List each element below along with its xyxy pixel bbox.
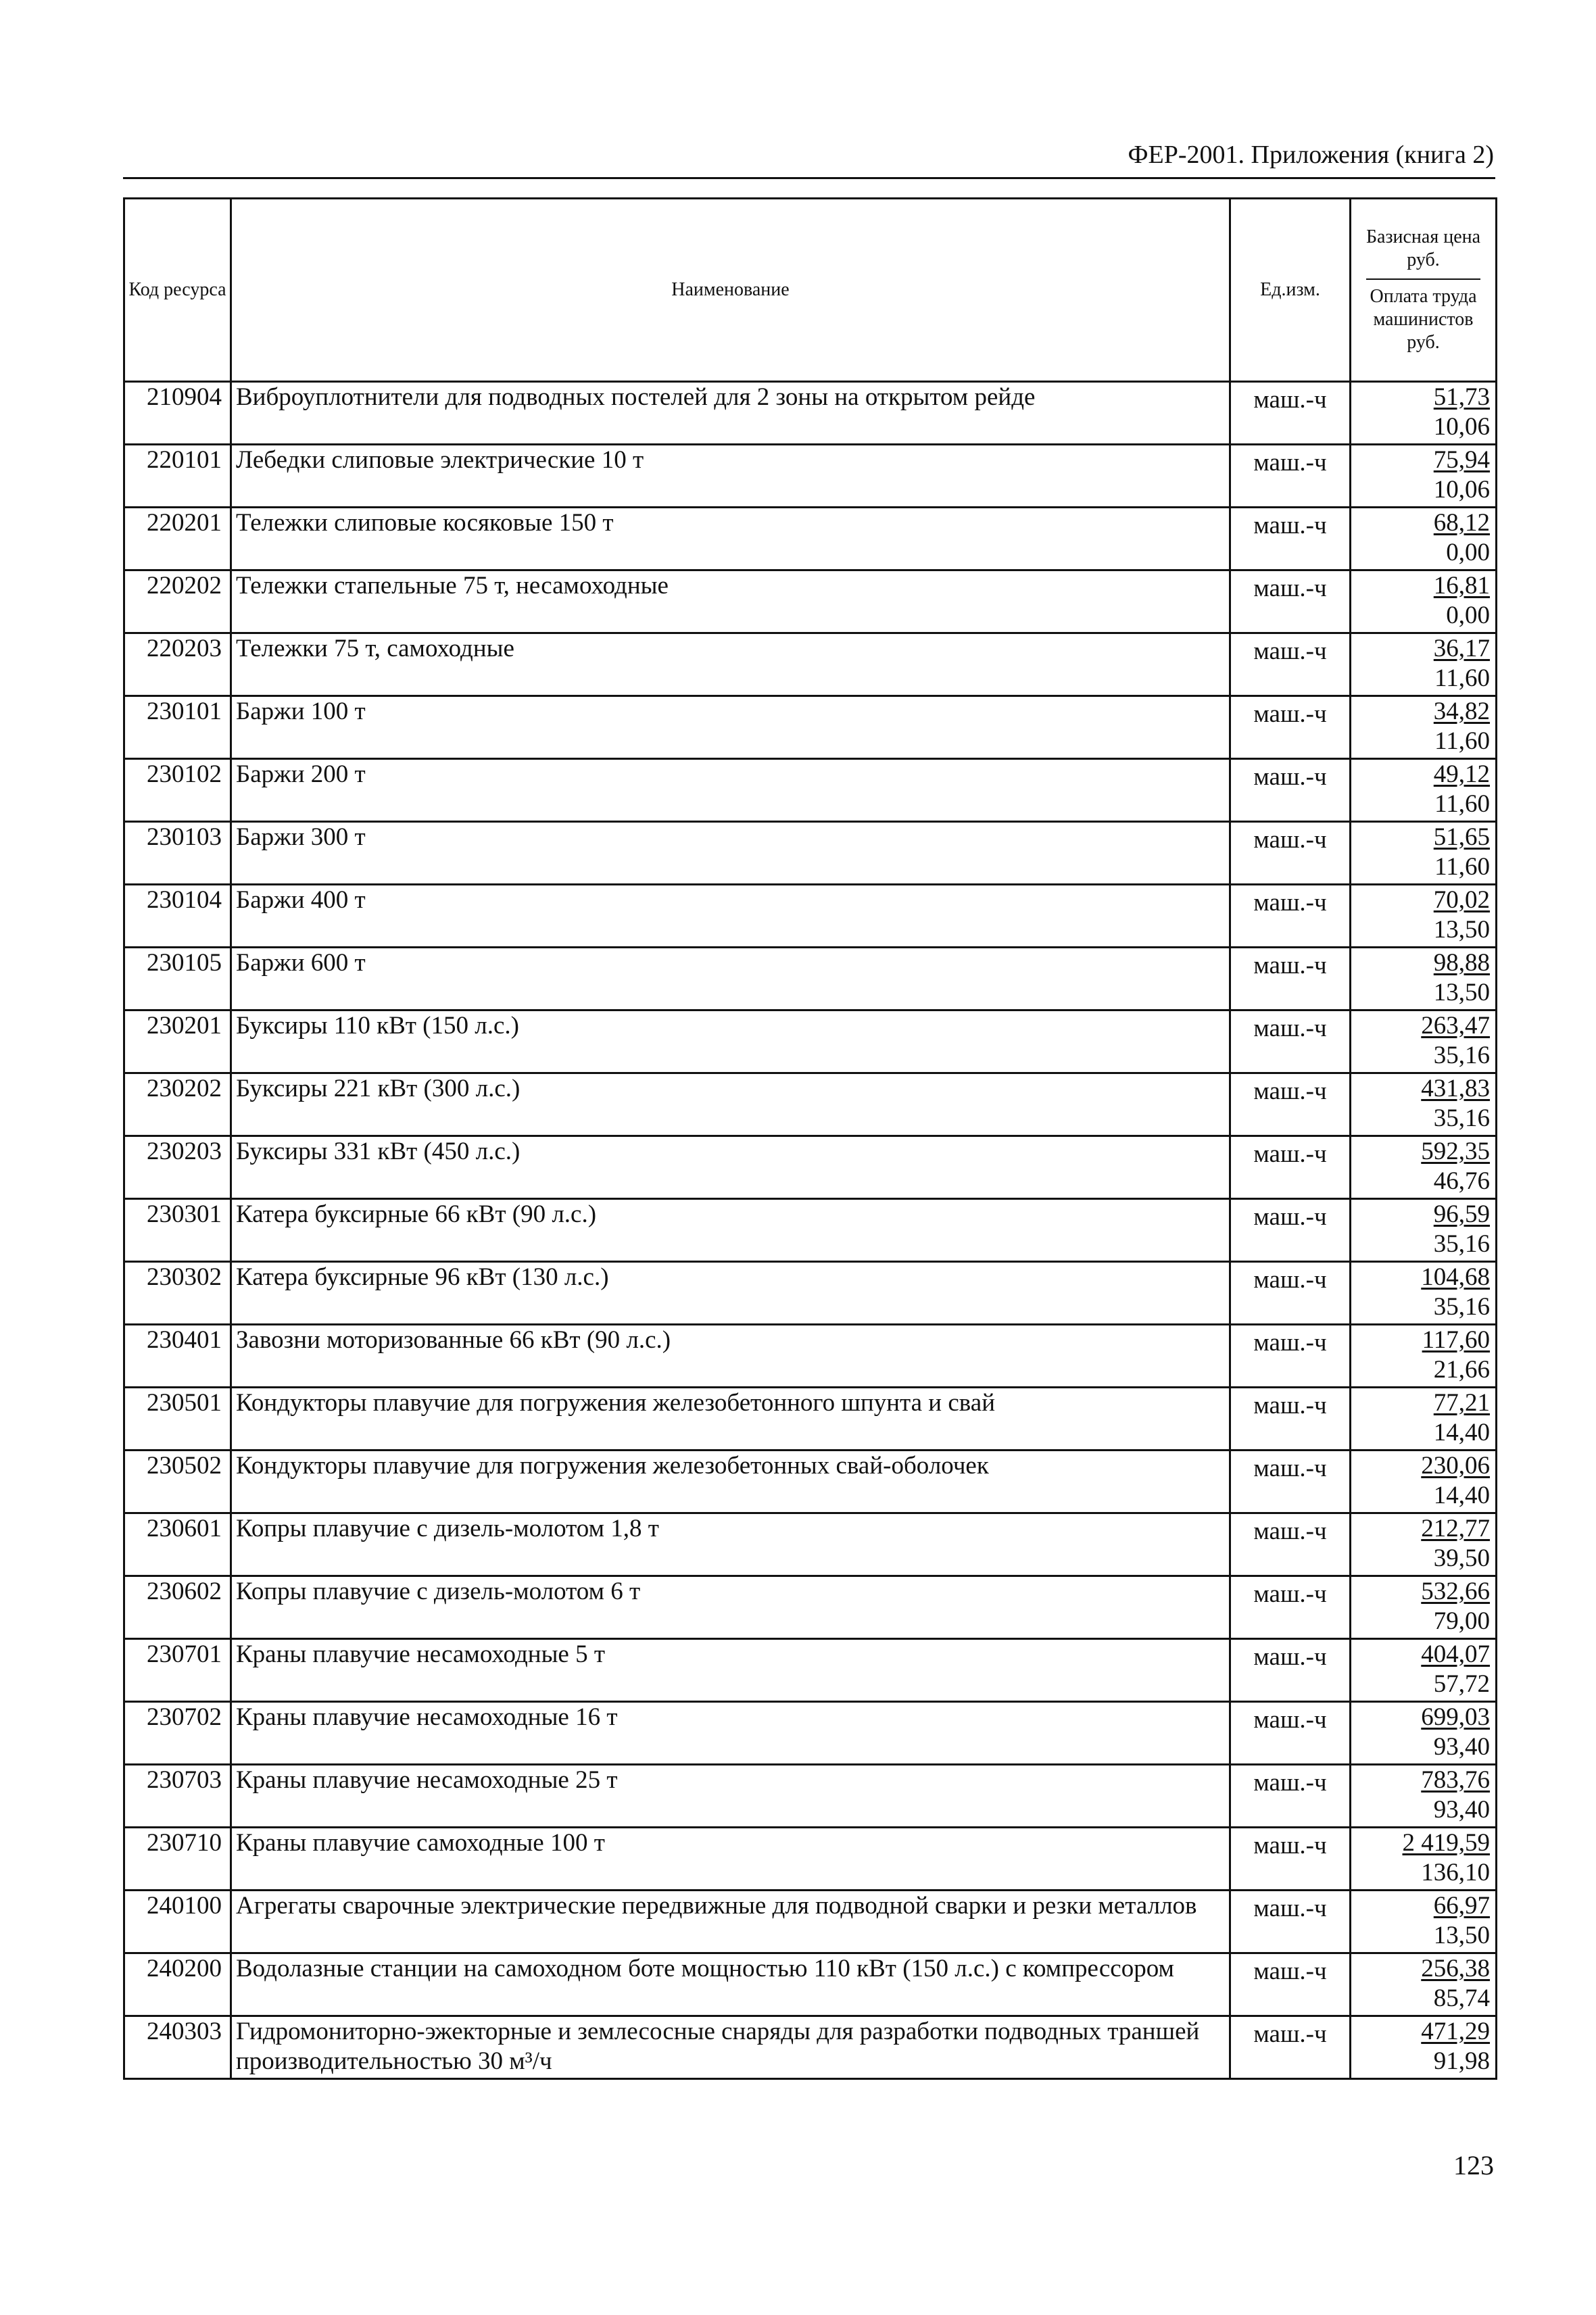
base-price: 2 419,59 <box>1402 1829 1490 1857</box>
table-body <box>124 382 1497 2079</box>
base-price: 699,03 <box>1421 1703 1490 1731</box>
resource-name: Баржи 600 т <box>231 948 1230 1010</box>
resource-code: 230102 <box>124 759 231 822</box>
resource-code: 230602 <box>124 1576 231 1639</box>
resource-unit: маш.-ч <box>1230 1262 1351 1325</box>
resource-code: 230702 <box>124 1702 231 1765</box>
operator-wage: 10,06 <box>1433 476 1490 504</box>
resource-name: Тележки 75 т, самоходные <box>231 633 1230 696</box>
operator-wage: 11,60 <box>1434 664 1490 692</box>
resource-name: Копры плавучие с дизель-молотом 1,8 т <box>231 1513 1230 1576</box>
resource-unit: маш.-ч <box>1230 1388 1351 1451</box>
table-header-row <box>124 199 1497 382</box>
resource-price-cell <box>1351 1639 1497 1702</box>
resource-code: 230701 <box>124 1639 231 1702</box>
resource-price-cell <box>1351 1702 1497 1765</box>
resource-code: 220202 <box>124 570 231 633</box>
base-price: 230,06 <box>1421 1452 1490 1480</box>
operator-wage: 0,00 <box>1446 539 1490 566</box>
resource-unit: маш.-ч <box>1230 1451 1351 1513</box>
table-row <box>124 382 1497 445</box>
col-header-operator-wage: Оплата труда машинистов руб. <box>1370 286 1477 353</box>
resource-unit: маш.-ч <box>1230 885 1351 948</box>
table-row <box>124 1576 1497 1639</box>
resource-price-cell <box>1351 1010 1497 1073</box>
resource-name: Баржи 100 т <box>231 696 1230 759</box>
table-row <box>124 1073 1497 1136</box>
resource-name: Катера буксирные 66 кВт (90 л.с.) <box>231 1199 1230 1262</box>
table-row <box>124 759 1497 822</box>
operator-wage: 35,16 <box>1433 1230 1490 1258</box>
base-price: 104,68 <box>1421 1263 1490 1291</box>
resource-price-cell <box>1351 570 1497 633</box>
operator-wage: 93,40 <box>1433 1733 1490 1761</box>
operator-wage: 13,50 <box>1433 916 1490 944</box>
base-price: 431,83 <box>1421 1075 1490 1102</box>
resource-price-cell <box>1351 445 1497 508</box>
resource-code: 230103 <box>124 822 231 885</box>
operator-wage: 14,40 <box>1433 1419 1490 1446</box>
table-row <box>124 1953 1497 2016</box>
resource-price-cell <box>1351 1388 1497 1451</box>
operator-wage: 21,66 <box>1433 1356 1490 1384</box>
resource-price-cell <box>1351 1325 1497 1388</box>
base-price: 471,29 <box>1421 2018 1490 2045</box>
table-row <box>124 822 1497 885</box>
resource-name: Буксиры 221 кВт (300 л.с.) <box>231 1073 1230 1136</box>
operator-wage: 13,50 <box>1433 979 1490 1006</box>
operator-wage: 46,76 <box>1433 1167 1490 1195</box>
page-number: 123 <box>1453 2150 1494 2180</box>
operator-wage: 136,10 <box>1421 1859 1490 1886</box>
resource-name: Кондукторы плавучие для погружения железобетонного шпунта и свай <box>231 1388 1230 1451</box>
col-header-price <box>1351 199 1497 382</box>
table-row <box>124 1891 1497 1953</box>
table-row <box>124 508 1497 570</box>
resource-unit: маш.-ч <box>1230 633 1351 696</box>
operator-wage: 13,50 <box>1433 1922 1490 1949</box>
operator-wage: 11,60 <box>1434 727 1490 755</box>
resource-code: 230105 <box>124 948 231 1010</box>
resource-code: 230501 <box>124 1388 231 1451</box>
resource-price-cell <box>1351 382 1497 445</box>
base-price: 51,73 <box>1433 383 1490 411</box>
table-row <box>124 633 1497 696</box>
table-row <box>124 570 1497 633</box>
resource-unit: маш.-ч <box>1230 382 1351 445</box>
resource-price-cell <box>1351 885 1497 948</box>
operator-wage: 0,00 <box>1446 602 1490 629</box>
resource-unit: маш.-ч <box>1230 759 1351 822</box>
resource-unit: маш.-ч <box>1230 1010 1351 1073</box>
base-price: 66,97 <box>1433 1892 1490 1920</box>
table-row <box>124 1828 1497 1891</box>
table-row <box>124 1010 1497 1073</box>
base-price: 34,82 <box>1433 698 1490 725</box>
resource-unit: маш.-ч <box>1230 1953 1351 2016</box>
operator-wage: 35,16 <box>1433 1293 1490 1321</box>
resource-name: Тележки слиповые косяковые 150 т <box>231 508 1230 570</box>
resource-code: 230401 <box>124 1325 231 1388</box>
resource-name: Краны плавучие несамоходные 25 т <box>231 1765 1230 1828</box>
resource-name: Лебедки слиповые электрические 10 т <box>231 445 1230 508</box>
resource-name: Завозни моторизованные 66 кВт (90 л.с.) <box>231 1325 1230 1388</box>
resource-name: Копры плавучие с дизель-молотом 6 т <box>231 1576 1230 1639</box>
base-price: 404,07 <box>1421 1640 1490 1668</box>
resource-unit: маш.-ч <box>1230 445 1351 508</box>
resource-unit: маш.-ч <box>1230 1702 1351 1765</box>
resource-code: 230104 <box>124 885 231 948</box>
resource-code: 230502 <box>124 1451 231 1513</box>
resource-code: 230301 <box>124 1199 231 1262</box>
base-price: 96,59 <box>1433 1200 1490 1228</box>
resource-name: Баржи 300 т <box>231 822 1230 885</box>
base-price: 783,76 <box>1421 1766 1490 1794</box>
resource-code: 240100 <box>124 1891 231 1953</box>
resource-price-cell <box>1351 2016 1497 2079</box>
col-header-divider <box>1366 278 1480 280</box>
resource-price-cell <box>1351 1891 1497 1953</box>
table-row <box>124 696 1497 759</box>
resource-code: 240303 <box>124 2016 231 2079</box>
table-row <box>124 885 1497 948</box>
col-header-name: Наименование <box>231 199 1230 382</box>
col-header-unit: Ед.изм. <box>1230 199 1351 382</box>
resource-unit: маш.-ч <box>1230 1639 1351 1702</box>
resource-name: Виброуплотнители для подводных постелей для 2 зоны на открытом рейде <box>231 382 1230 445</box>
resource-name: Тележки стапельные 75 т, несамоходные <box>231 570 1230 633</box>
resource-code: 230201 <box>124 1010 231 1073</box>
resource-unit: маш.-ч <box>1230 1199 1351 1262</box>
resource-price-cell <box>1351 759 1497 822</box>
base-price: 212,77 <box>1421 1515 1490 1542</box>
base-price: 51,65 <box>1433 823 1490 851</box>
resource-unit: маш.-ч <box>1230 1765 1351 1828</box>
resource-price-cell <box>1351 1576 1497 1639</box>
operator-wage: 35,16 <box>1433 1042 1490 1069</box>
resource-table-container <box>123 197 1495 2080</box>
base-price: 49,12 <box>1433 760 1490 788</box>
resource-name: Катера буксирные 96 кВт (130 л.с.) <box>231 1262 1230 1325</box>
resource-unit: маш.-ч <box>1230 1891 1351 1953</box>
table-row <box>124 1136 1497 1199</box>
table-row <box>124 2016 1497 2079</box>
operator-wage: 85,74 <box>1433 1984 1490 2012</box>
resource-price-cell <box>1351 1199 1497 1262</box>
resource-name: Кондукторы плавучие для погружения железобетонных свай-оболочек <box>231 1451 1230 1513</box>
operator-wage: 93,40 <box>1433 1796 1490 1824</box>
operator-wage: 11,60 <box>1434 790 1490 818</box>
base-price: 256,38 <box>1421 1955 1490 1982</box>
resource-name: Буксиры 110 кВт (150 л.с.) <box>231 1010 1230 1073</box>
resource-price-cell <box>1351 633 1497 696</box>
resource-unit: маш.-ч <box>1230 1136 1351 1199</box>
resource-name: Водолазные станции на самоходном боте мощностью 110 кВт (150 л.с.) с компрессором <box>231 1953 1230 2016</box>
resource-unit: маш.-ч <box>1230 2016 1351 2079</box>
table-row <box>124 1262 1497 1325</box>
base-price: 77,21 <box>1433 1389 1490 1417</box>
resource-unit: маш.-ч <box>1230 948 1351 1010</box>
base-price: 68,12 <box>1433 509 1490 537</box>
resource-name: Буксиры 331 кВт (450 л.с.) <box>231 1136 1230 1199</box>
resource-unit: маш.-ч <box>1230 1576 1351 1639</box>
resource-code: 220101 <box>124 445 231 508</box>
table-row <box>124 1325 1497 1388</box>
resource-name: Краны плавучие самоходные 100 т <box>231 1828 1230 1891</box>
resource-name: Баржи 400 т <box>231 885 1230 948</box>
resource-code: 230703 <box>124 1765 231 1828</box>
running-header: ФЕР-2001. Приложения (книга 2) <box>1128 141 1494 169</box>
table-row <box>124 1765 1497 1828</box>
resource-code: 220203 <box>124 633 231 696</box>
col-header-code: Код ресурса <box>124 199 231 382</box>
resource-price-cell <box>1351 948 1497 1010</box>
operator-wage: 14,40 <box>1433 1482 1490 1509</box>
table-row <box>124 948 1497 1010</box>
operator-wage: 91,98 <box>1433 2047 1490 2075</box>
resource-code: 230203 <box>124 1136 231 1199</box>
resource-price-cell <box>1351 1073 1497 1136</box>
header-rule <box>123 177 1495 179</box>
operator-wage: 10,06 <box>1433 413 1490 441</box>
operator-wage: 35,16 <box>1433 1104 1490 1132</box>
resource-unit: маш.-ч <box>1230 822 1351 885</box>
operator-wage: 79,00 <box>1433 1607 1490 1635</box>
resource-price-cell <box>1351 1451 1497 1513</box>
base-price: 75,94 <box>1433 446 1490 474</box>
resource-unit: маш.-ч <box>1230 696 1351 759</box>
table-row <box>124 1451 1497 1513</box>
resource-code: 230202 <box>124 1073 231 1136</box>
resource-code: 230101 <box>124 696 231 759</box>
base-price: 16,81 <box>1433 572 1490 600</box>
base-price: 592,35 <box>1421 1138 1490 1165</box>
base-price: 36,17 <box>1433 635 1490 662</box>
base-price: 117,60 <box>1422 1326 1490 1354</box>
resource-price-cell <box>1351 822 1497 885</box>
resource-name: Баржи 200 т <box>231 759 1230 822</box>
resource-name: Краны плавучие несамоходные 16 т <box>231 1702 1230 1765</box>
table-row <box>124 1639 1497 1702</box>
resource-price-cell <box>1351 696 1497 759</box>
resource-code: 240200 <box>124 1953 231 2016</box>
operator-wage: 57,72 <box>1433 1670 1490 1698</box>
table-row <box>124 1199 1497 1262</box>
base-price: 70,02 <box>1433 886 1490 914</box>
table-row <box>124 1702 1497 1765</box>
resource-price-cell <box>1351 1262 1497 1325</box>
resource-price-cell <box>1351 1953 1497 2016</box>
resource-price-cell <box>1351 508 1497 570</box>
table-row <box>124 445 1497 508</box>
resource-unit: маш.-ч <box>1230 1073 1351 1136</box>
resource-name: Агрегаты сварочные электрические передвижные для подводной сварки и резки металлов <box>231 1891 1230 1953</box>
operator-wage: 11,60 <box>1434 853 1490 881</box>
resource-unit: маш.-ч <box>1230 1828 1351 1891</box>
resource-unit: маш.-ч <box>1230 1325 1351 1388</box>
resource-unit: маш.-ч <box>1230 508 1351 570</box>
table-row <box>124 1513 1497 1576</box>
resource-code: 230601 <box>124 1513 231 1576</box>
col-header-base-price: Базисная цена руб. <box>1365 226 1481 270</box>
resource-name: Краны плавучие несамоходные 5 т <box>231 1639 1230 1702</box>
resource-code: 230710 <box>124 1828 231 1891</box>
resource-code: 210904 <box>124 382 231 445</box>
resource-name: Гидромониторно-эжекторные и землесосные снаряды для разработки подводных траншей производительностью 30 м³/ч <box>231 2016 1230 2079</box>
base-price: 263,47 <box>1421 1012 1490 1040</box>
table-row <box>124 1388 1497 1451</box>
resource-price-table <box>123 197 1497 2080</box>
resource-code: 220201 <box>124 508 231 570</box>
resource-unit: маш.-ч <box>1230 570 1351 633</box>
base-price: 532,66 <box>1421 1578 1490 1605</box>
operator-wage: 39,50 <box>1433 1544 1490 1572</box>
resource-unit: маш.-ч <box>1230 1513 1351 1576</box>
base-price: 98,88 <box>1433 949 1490 977</box>
resource-price-cell <box>1351 1765 1497 1828</box>
resource-price-cell <box>1351 1828 1497 1891</box>
resource-price-cell <box>1351 1513 1497 1576</box>
resource-price-cell <box>1351 1136 1497 1199</box>
resource-code: 230302 <box>124 1262 231 1325</box>
